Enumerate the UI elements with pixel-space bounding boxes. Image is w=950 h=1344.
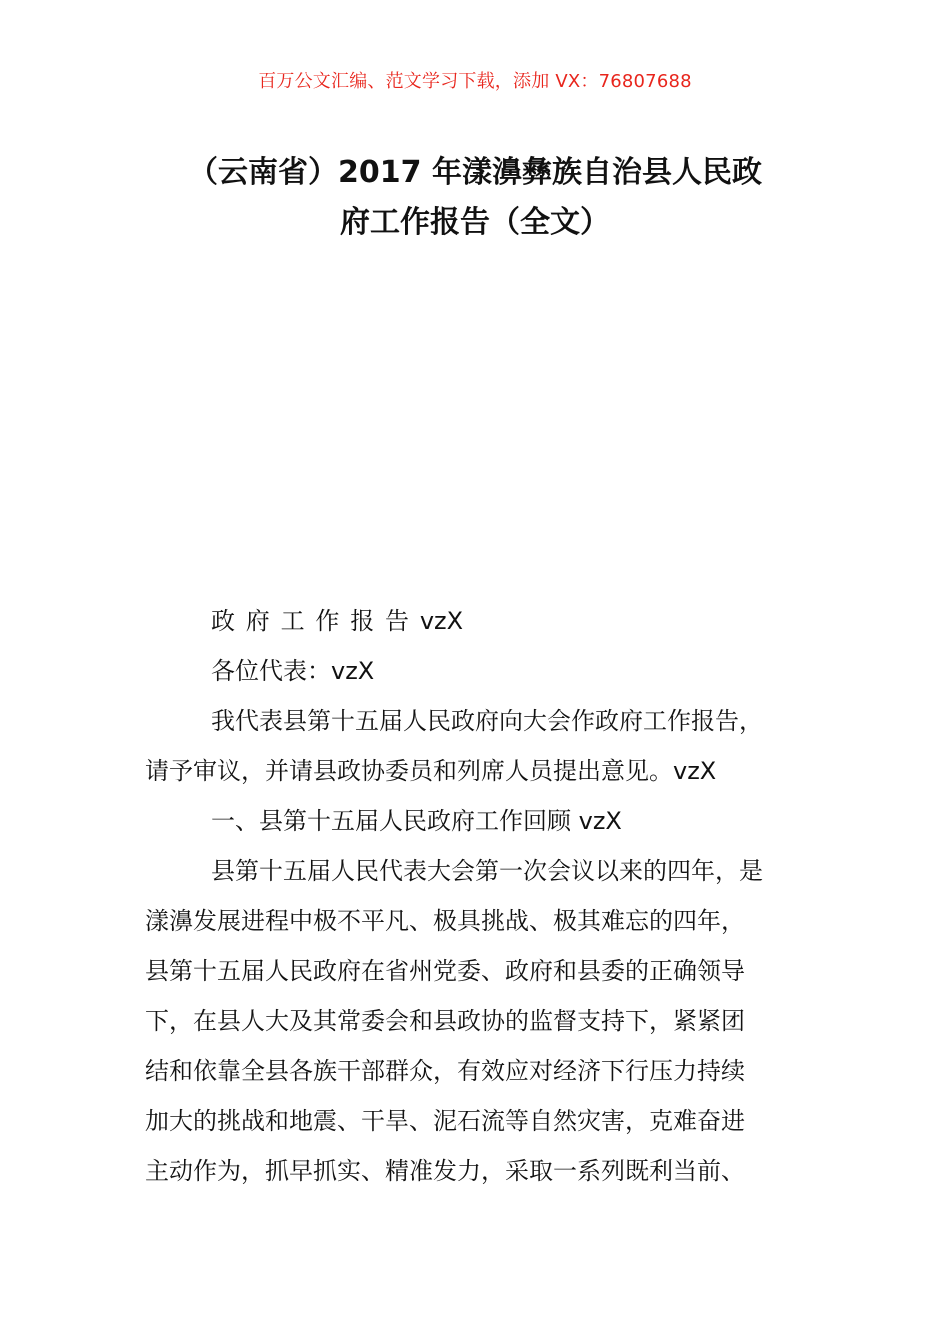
paragraph-line: 请予审议，并请县政协委员和列席人员提出意见。vzX	[145, 757, 717, 785]
document-body	[145, 596, 811, 1196]
header-note: 百万公文汇编、范文学习下载，添加 VX：76807688	[258, 71, 692, 92]
paragraph-review	[145, 846, 811, 1196]
paragraph-line: 结和依靠全县各族干部群众，有效应对经济下行压力持续	[145, 1057, 745, 1085]
paragraph-line: 漾濞发展进程中极不平凡、极具挑战、极其难忘的四年，	[145, 907, 745, 935]
paragraph-line: 下，在县人大及其常委会和县政协的监督支持下，紧紧团	[145, 1007, 745, 1035]
title-line-1: （云南省）2017 年漾濞彝族自治县人民政	[188, 155, 762, 190]
paragraph-salutation: 各位代表：vzX	[211, 657, 375, 685]
paragraph-line: 加大的挑战和地震、干旱、泥石流等自然灾害，克难奋进	[145, 1107, 745, 1135]
paragraph-line: 我代表县第十五届人民政府向大会作政府工作报告，	[211, 707, 763, 735]
paragraph-line: 主动作为，抓早抓实、精准发力，采取一系列既利当前、	[145, 1157, 745, 1185]
title-line-2: 府工作报告（全文）	[340, 205, 610, 240]
paragraph-line: 县第十五届人民代表大会第一次会议以来的四年，是	[211, 857, 763, 885]
paragraph-intro	[145, 696, 811, 796]
paragraph-report-heading	[145, 596, 811, 646]
report-heading-text: 政府工作报告	[211, 607, 420, 635]
document-title	[120, 148, 830, 248]
report-heading-suffix: vzX	[419, 607, 464, 635]
section-heading: 一、县第十五届人民政府工作回顾 vzX	[211, 807, 622, 835]
paragraph-line: 县第十五届人民政府在省州党委、政府和县委的正确领导	[145, 957, 745, 985]
